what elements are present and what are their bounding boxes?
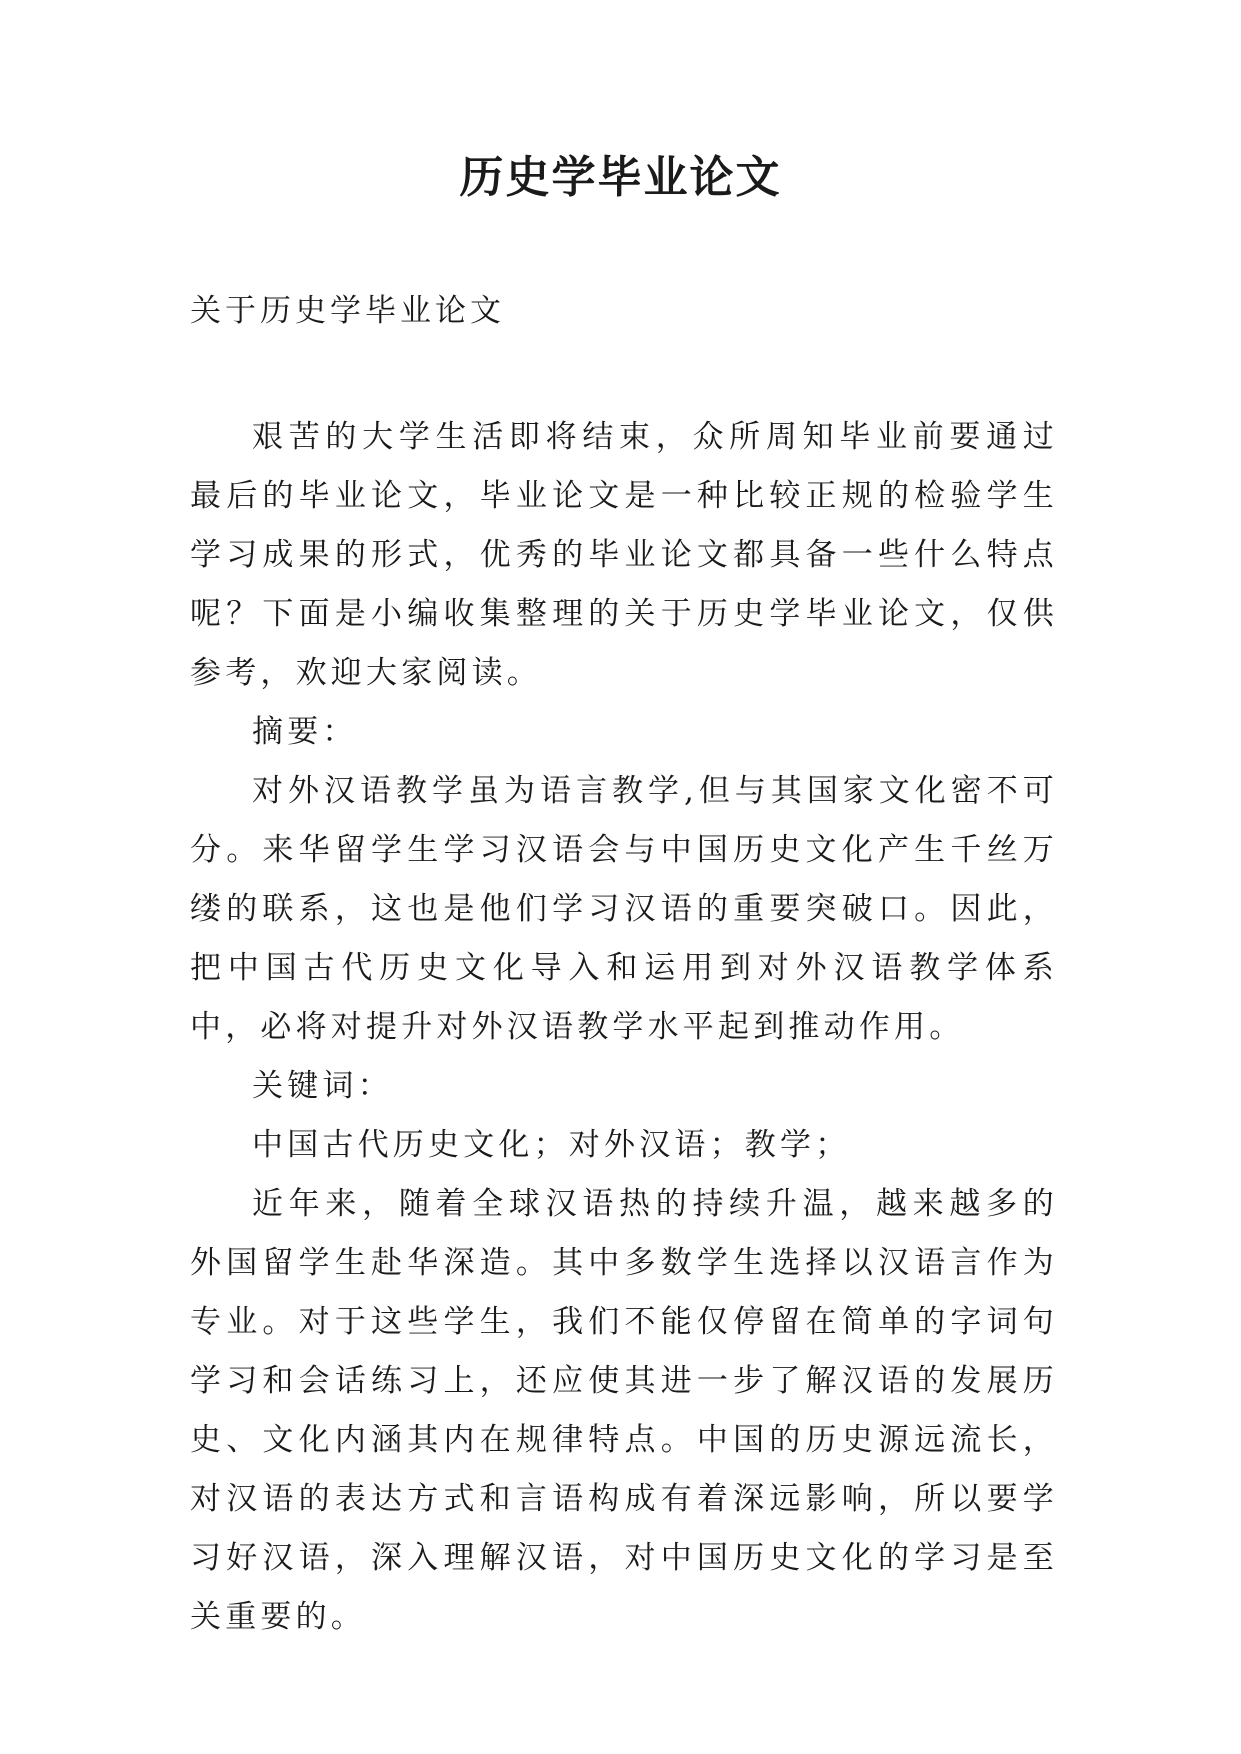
abstract-heading: 摘要： — [252, 714, 358, 750]
main-paragraph: 近年来，随着全球汉语热的持续升温，越来越多的外国留学生赴华深造。其中多数学生选择以汉语言作为专业。对于这些学生，我们不能仅停留在简单的字词句学习和会话练习上，还应使其进一步了解汉语的发展历史、文化内涵其内在规律特点。中国的历史源远流长，对汉语的表达方式和言语构成有着深远影响，所以要学习好汉语，深入理解汉语，对中国历史文化的学习是至关重要的。 — [190, 1186, 1058, 1635]
document-subtitle: 关于历史学毕业论文 — [190, 293, 505, 329]
intro-paragraph: 艰苦的大学生活即将结束，众所周知毕业前要通过最后的毕业论文，毕业论文是一种比较正规的检验学生学习成果的形式，优秀的毕业论文都具备一些什么特点呢？下面是小编收集整理的关于历史学毕业论文，仅供参考，欢迎大家阅读。 — [190, 419, 1058, 691]
document-body — [190, 408, 1058, 1647]
keywords-paragraph: 中国古代历史文化；对外汉语；教学； — [252, 1127, 851, 1163]
abstract-paragraph: 对外汉语教学虽为语言教学,但与其国家文化密不可分。来华留学生学习汉语会与中国历史文化产生千丝万缕的联系，这也是他们学习汉语的重要突破口。因此，把中国古代历史文化导入和运用到对外汉语教学体系中，必将对提升对外汉语教学水平起到推动作用。 — [190, 773, 1058, 1045]
document-title: 历史学毕业论文 — [459, 152, 782, 203]
keywords-heading: 关键词： — [252, 1068, 393, 1104]
